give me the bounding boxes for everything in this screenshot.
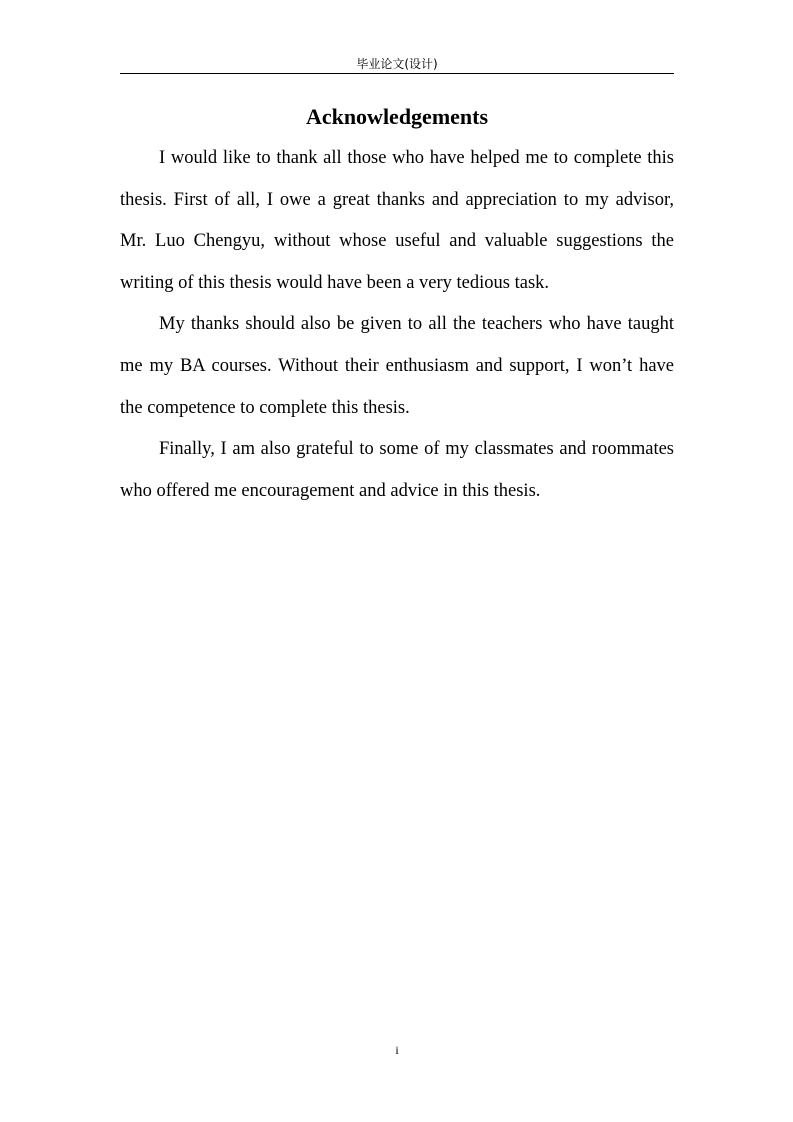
paragraph: I would like to thank all those who have helped me to complete this thesis. First of all, I owe a great thanks and appreciation to my advisor, Mr. Luo Chengyu, without whose useful and valuable suggestions the writing of this thesis would have been a very tedious task. — [120, 148, 674, 293]
body-text — [120, 138, 674, 512]
page-number: i — [395, 1043, 399, 1057]
paragraph: My thanks should also be given to all the teachers who have taught me my BA courses. Without their enthusiasm and support, I won’t have the competence to complete this thesis. — [120, 314, 674, 418]
page-title: Acknowledgements — [305, 104, 489, 129]
header-divider — [120, 73, 674, 74]
running-header: 毕业论文(设计) — [356, 57, 438, 71]
paragraph: Finally, I am also grateful to some of my classmates and roommates who offered me encouragement and advice in this thesis. — [120, 439, 674, 501]
